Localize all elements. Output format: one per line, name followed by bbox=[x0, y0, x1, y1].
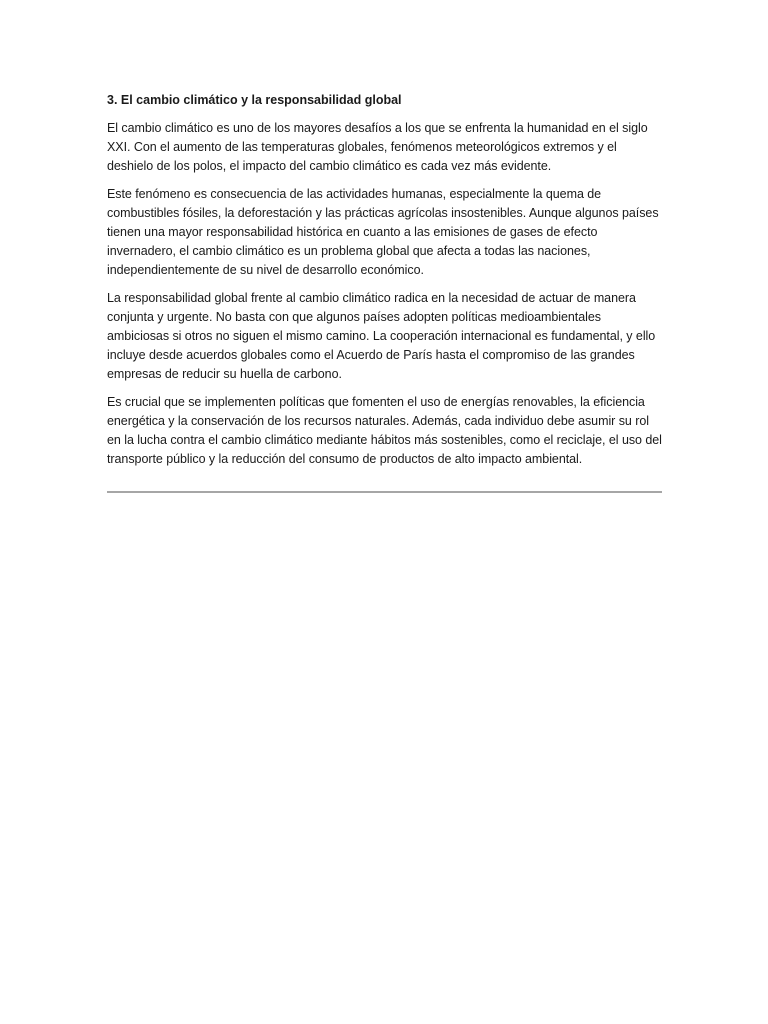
horizontal-divider bbox=[107, 491, 662, 493]
paragraph-1: El cambio climático es uno de los mayores desafíos a los que se enfrenta la humanidad en el siglo XXI. Con el aumento de las temperaturas globales, fenómenos meteorológicos extremos y el deshielo de los polos, el impacto del cambio climático es cada vez más evidente. bbox=[107, 121, 648, 173]
document-page bbox=[107, 91, 663, 493]
section-title: 3. El cambio climático y la responsabilidad global bbox=[107, 93, 402, 107]
paragraph-3: La responsabilidad global frente al cambio climático radica en la necesidad de actuar de manera conjunta y urgente. No basta con que algunos países adopten políticas medioambientales ambiciosas si otros no siguen el mismo camino. La cooperación internacional es fundamental, y ello incluye desde acuerdos globales como el Acuerdo de París hasta el compromiso de las grandes empresas de reducir su huella de carbono. bbox=[107, 291, 656, 381]
paragraph-2: Este fenómeno es consecuencia de las actividades humanas, especialmente la quema de combustibles fósiles, la deforestación y las prácticas agrícolas insostenibles. Aunque algunos países tienen una mayor responsabilidad histórica en cuanto a las emisiones de gases de efecto invernadero, el cambio climático es un problema global que afecta a todas las naciones, independientemente de su nivel de desarrollo económico. bbox=[107, 187, 659, 277]
paragraph-4: Es crucial que se implementen políticas que fomenten el uso de energías renovables, la eficiencia energética y la conservación de los recursos naturales. Además, cada individuo debe asumir su rol en la lucha contra el cambio climático mediante hábitos más sostenibles, como el reciclaje, el uso del transporte público y la reducción del consumo de productos de alto impacto ambiental. bbox=[107, 395, 662, 466]
